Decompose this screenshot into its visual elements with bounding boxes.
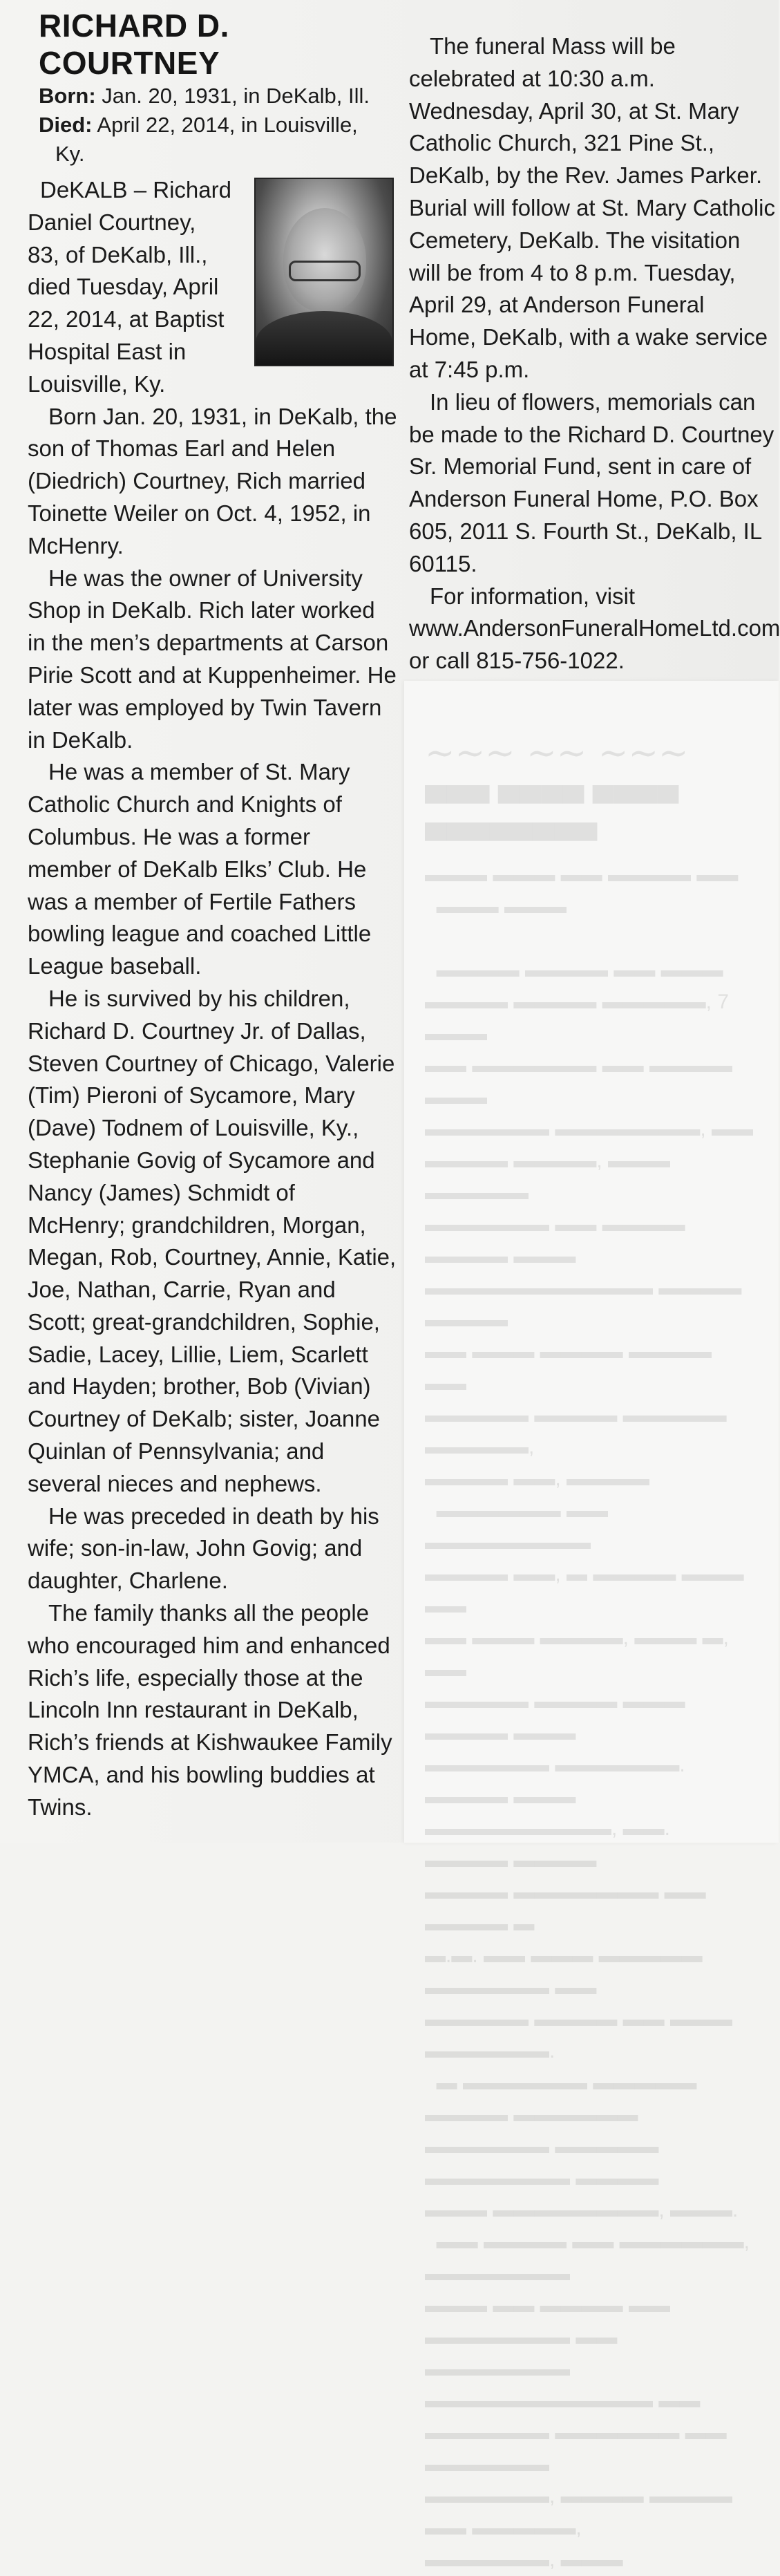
paragraph-survivors: He is survived by his children, Richard D. Courtney Jr. of Dallas, Steven Courtney of Chicago, Valerie (Tim) Pieroni of Sycamore, Mary (Dave) Todnem of Louisville, Ky., Stephanie Govig of Sycamore and Nancy (James) Schmidt of McHenry; grandchildren, Morgan, Megan, Rob, Courtney, Annie, Katie, Joe, Nathan, Carrie, Ryan and Scott; great-grandchildren, Sophie, Sadie, Lacey, Lillie, Liem, Scarlett and Hayden; brother, Bob (Vivian) Courtney of DeKalb; sister, Joanne Quinlan of Pennsylvania; and several nieces and nephews. bbox=[28, 985, 397, 1496]
died-line bbox=[39, 111, 398, 140]
paragraph-thanks: The family thanks all the people who encouraged him and enhanced Rich’s life, especially those at the Lincoln Inn restaurant in DeKalb, Rich’s friends at Kishwaukee Family YMCA, and his bowling buddies at Twins. bbox=[28, 1600, 392, 1820]
obituary-header bbox=[39, 7, 398, 169]
born-value: Jan. 20, 1931, in DeKalb, Ill. bbox=[102, 84, 370, 108]
born-label: Born: bbox=[39, 84, 96, 108]
intro-line: died Tuesday, April bbox=[28, 274, 219, 300]
intro-line: 83, of DeKalb, Ill., bbox=[28, 241, 208, 267]
paragraph-career: He was the owner of University Shop in DeKalb. Rich later worked in the men’s departments at Carson Pirie Scott and at Kuppenheimer. He later was employed by Twin Tavern in DeKalb. bbox=[28, 565, 397, 753]
bleed-through-clipping bbox=[404, 681, 779, 2571]
intro-line: 22, 2014, at Baptist bbox=[28, 306, 225, 332]
died-value: April 22, 2014, in Louisville, bbox=[97, 113, 358, 137]
obituary-left-column bbox=[28, 174, 397, 1824]
born-line bbox=[39, 82, 398, 111]
intro-line: Daniel Courtney, bbox=[28, 209, 196, 235]
died-line-continued: Ky. bbox=[55, 142, 85, 166]
paragraph-birth: Born Jan. 20, 1931, in DeKalb, the son of Thomas Earl and Helen (Diedrich) Courtney, Rich married Toinette Weiler on Oct. 4, 1952, in McHenry. bbox=[28, 403, 397, 558]
intro-block bbox=[28, 174, 247, 401]
bleed-through-text: ~~~ ~~ ~~~ ▀▀▀ ▀▀▀▀ ▀▀▀▀ ▀▀▀▀▀▀▀▀ ▬▬▬ ▬▬▬ ▬▬ ▬▬▬▬ ▬▬ ▬▬▬ ▬▬▬ ▬▬▬▬ ▬▬▬▬ ▬▬ ▬▬▬ ▬▬▬▬ ▬▬▬▬ ▬▬▬▬▬, 7 ▬▬▬ ▬▬ ▬▬▬▬▬▬ ▬▬ ▬▬▬▬ ▬▬▬ ▬▬▬▬▬▬ ▬▬▬▬▬▬▬, ▬▬ ▬▬▬▬ ▬▬▬▬, ▬▬▬ ▬▬▬▬▬ ▬▬▬▬▬▬ ▬▬ ▬▬▬▬ ▬▬▬▬ ▬▬▬ ▬▬▬▬▬▬▬▬▬▬▬ ▬▬▬▬ ▬▬▬▬ ▬▬ ▬▬▬ ▬▬▬▬ ▬▬▬▬ ▬▬ ▬▬▬▬▬ ▬▬▬▬ ▬▬▬▬▬ ▬▬▬▬▬, ▬▬▬▬ ▬▬, ▬▬▬▬ ▬▬▬▬▬▬ ▬▬ ▬▬▬▬▬▬▬▬ ▬▬▬▬ ▬▬, ▬ ▬▬▬▬ ▬▬▬ ▬▬ ▬▬ ▬▬▬ ▬▬▬▬, ▬▬▬ ▬, ▬▬ ▬▬▬▬▬ ▬▬▬▬ ▬▬▬ ▬▬▬▬ ▬▬▬ ▬▬▬▬▬▬ ▬▬▬▬▬▬. ▬▬▬▬ ▬▬▬ ▬▬▬▬▬▬▬▬▬, ▬▬. ▬▬▬▬ ▬▬▬▬ ▬▬▬▬ ▬▬▬▬▬▬▬ ▬▬ ▬▬▬▬ ▬ ▬.▬. ▬▬ ▬▬▬ ▬▬▬▬▬ ▬▬▬▬▬▬ ▬▬ ▬▬▬▬▬ ▬▬▬▬ ▬▬ ▬▬▬ ▬▬▬▬▬▬. ▬ ▬▬▬▬▬▬ ▬▬▬▬▬ ▬▬▬▬ ▬▬▬▬▬▬ ▬▬▬▬▬▬ ▬▬▬▬▬ ▬▬▬▬▬▬▬ ▬▬▬▬ ▬▬▬ ▬▬▬▬▬▬▬▬, ▬▬▬. ▬▬ ▬▬▬▬ ▬▬ ▬▬▬▬▬▬, ▬▬▬▬▬▬▬ ▬▬▬ ▬▬ ▬▬▬▬ ▬▬ ▬▬▬▬▬▬▬ ▬▬ ▬▬▬▬▬▬▬ ▬▬▬▬▬▬▬▬▬▬▬ ▬▬ ▬▬▬▬▬▬ ▬▬▬▬▬▬ ▬▬ ▬▬▬▬▬▬ ▬▬▬▬▬▬, ▬▬▬▬ ▬▬▬▬ ▬▬ ▬▬▬▬▬, ▬▬▬▬▬▬, ▬▬▬ bbox=[425, 733, 754, 2571]
paragraph-information: For information, visit www.AndersonFuneralHomeLtd.com or call 815-756-1022. bbox=[409, 583, 780, 674]
paragraph-memorials: In lieu of flowers, memorials can be made to the Richard D. Courtney Sr. Memorial Fund, sent in care of Anderson Funeral Home, P.O. Box 605, 2011 S. Fourth St., DeKalb, IL 60115. bbox=[409, 388, 774, 576]
obituary-right-column bbox=[409, 30, 780, 677]
obituary-name: RICHARD D. COURTNEY bbox=[39, 8, 229, 81]
paragraph-preceded: He was preceded in death by his wife; son-in-law, John Govig; and daughter, Charlene. bbox=[28, 1503, 379, 1594]
paragraph-memberships: He was a member of St. Mary Catholic Church and Knights of Columbus. He was a former member of DeKalb Elks’ Club. He was a member of Fertile Fathers bowling league and coached Little League baseball. bbox=[28, 759, 372, 979]
intro-line: Hospital East in bbox=[28, 338, 187, 364]
intro-line: DeKALB – Richard bbox=[40, 177, 231, 203]
intro-line: Louisville, Ky. bbox=[28, 370, 166, 397]
died-label: Died: bbox=[39, 113, 93, 137]
paragraph-services: The funeral Mass will be celebrated at 10:30 a.m. Wednesday, April 30, at St. Mary Catholic Church, 321 Pine St., DeKalb, by the Rev. James Parker. Burial will follow at St. Mary Catholic Cemetery, DeKalb. The visitation will be from 4 to 8 p.m. Tuesday, April 29, at Anderson Funeral Home, DeKalb, with a wake service at 7:45 p.m. bbox=[409, 33, 775, 382]
